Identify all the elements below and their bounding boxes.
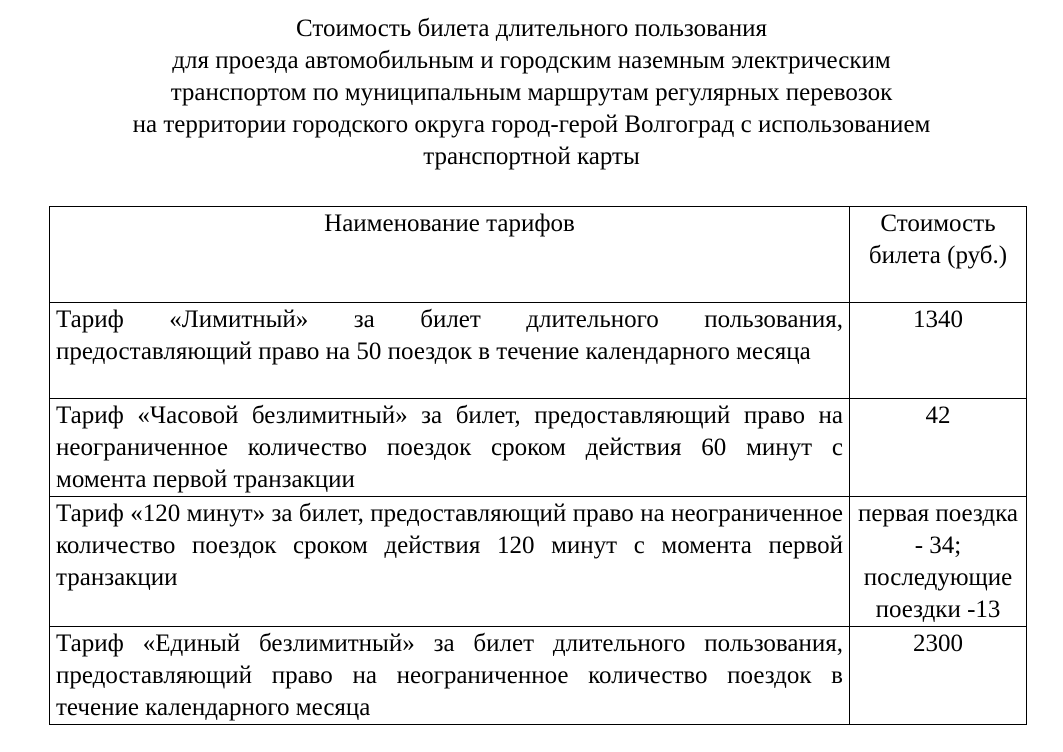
- tariff-price-cell: первая поездка - 34; последующие поездки -13: [850, 497, 1027, 627]
- tariff-price-cell: 2300: [850, 627, 1027, 725]
- header-tariff-name: Наименование тарифов: [50, 207, 850, 303]
- header-ticket-price: Стоимость билета (руб.): [850, 207, 1027, 303]
- tariff-price-cell: 1340: [850, 303, 1027, 399]
- tariff-name-cell: Тариф «Единый безлимитный» за билет длительного пользования, предоставляющий право на неограниченное количество поездок в течение календарного месяца: [50, 627, 850, 725]
- title-line: на территории городского округа город-герой Волгоград с использованием: [132, 111, 931, 138]
- tariff-name-cell: Тариф «Лимитный» за билет длительного пользования, предоставляющий право на 50 поездок в течение календарного месяца: [50, 303, 850, 399]
- table-row: [50, 627, 1027, 725]
- tariff-name-cell: Тариф «Часовой безлимитный» за билет, предоставляющий право на неограниченное количество поездок сроком действия 60 минут с момента первой транзакции: [50, 399, 850, 497]
- table-row: [50, 399, 1027, 497]
- title-line: Стоимость билета длительного пользования: [296, 15, 767, 42]
- tariff-price-cell: 42: [850, 399, 1027, 497]
- table-row: [50, 497, 1027, 627]
- title-line: транспортной карты: [423, 143, 640, 170]
- title-line: транспортом по муниципальным маршрутам регулярных перевозок: [170, 79, 893, 106]
- tariff-name-cell: Тариф «120 минут» за билет, предоставляющий право на неограниченное количество поездок сроком действия 120 минут с момента первой транзакции: [50, 497, 850, 627]
- tariff-table: [49, 206, 1027, 725]
- table-header-row: [50, 207, 1027, 303]
- title-line: для проезда автомобильным и городским наземным электрическим: [172, 47, 891, 74]
- document-title: [40, 13, 1023, 173]
- table-row: [50, 303, 1027, 399]
